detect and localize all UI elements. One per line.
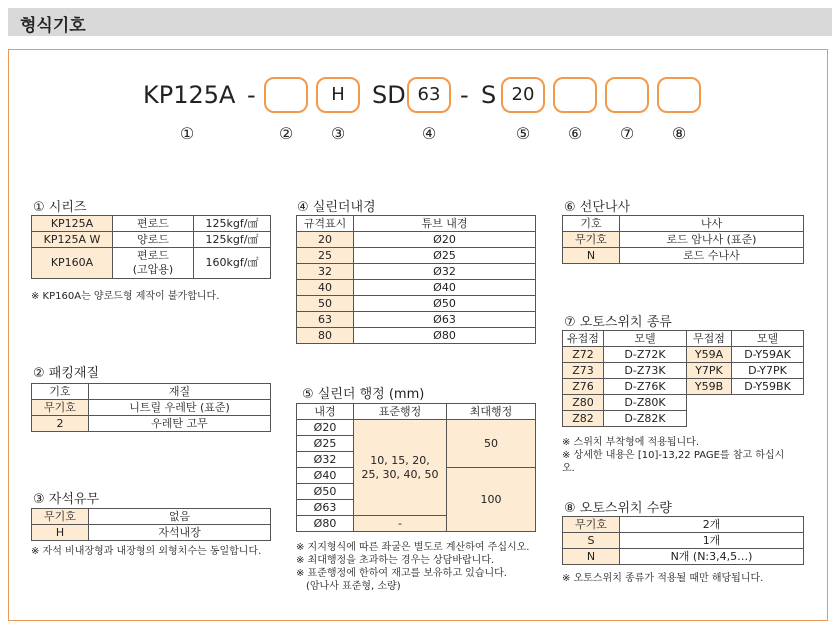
code-box-stroke: 20 — [501, 77, 545, 113]
table-row: 80 Ø80 — [297, 328, 536, 344]
table-row: N N개 (N:3,4,5…) — [563, 549, 804, 565]
table-row: 기호 재질 — [32, 384, 271, 400]
table-row: Ø25 — [297, 436, 536, 452]
packing-title: ② 패킹재질 — [33, 366, 100, 381]
table-row: Ø50 — [297, 484, 536, 500]
header-bar — [8, 8, 832, 36]
series-title: ① 시리즈 — [33, 200, 87, 215]
switch-qty-title: ⑧ 오토스위치 수량 — [564, 501, 672, 516]
switch-qty-note: ※ 오토스위치 종류가 적용될 때만 해당됩니다. — [562, 573, 764, 584]
table-row: N 로드 수나사 — [563, 248, 804, 264]
magnet-title: ③ 자석유무 — [33, 492, 100, 507]
code-number-5: ⑤ — [515, 124, 531, 143]
table-row: 무기호 로드 암나사 (표준) — [563, 232, 804, 248]
table-row: KP125A W 양로드 125kgf/㎠ — [32, 232, 271, 248]
table-row: Z82 D-Z82K — [563, 411, 804, 427]
table-row: Ø20 10, 15, 20, 25, 30, 40, 50 50 — [297, 420, 536, 436]
table-row: S 1개 — [563, 533, 804, 549]
thread-table — [562, 215, 804, 264]
code-dash-2: - — [460, 81, 469, 109]
code-box-thread — [553, 77, 597, 113]
code-box-magnet: H — [316, 77, 360, 113]
table-row: Ø63 — [297, 500, 536, 516]
code-number-6: ⑥ — [567, 124, 583, 143]
code-s: S — [481, 81, 497, 109]
table-row: 규격표시 튜브 내경 — [297, 216, 536, 232]
code-number-2: ② — [278, 124, 294, 143]
series-table — [31, 215, 271, 279]
table-row: Z72 D-Z72K Y59A D-Y59AK — [563, 347, 804, 363]
table-row: Ø80 - — [297, 516, 536, 532]
magnet-note: ※ 자석 비내장형과 내장형의 외형치수는 동일합니다. — [31, 546, 262, 557]
table-row: 유접점 모델 무접점 모델 — [563, 331, 804, 347]
table-row: H 자석내장 — [32, 525, 271, 541]
table-row: 기호 나사 — [563, 216, 804, 232]
switch-type-table — [562, 330, 804, 427]
stroke-notes: ※ 지지형식에 따른 좌굴은 별도로 계산하여 주십시오. ※ 최대행정을 초과하는 경우는 상담바랍니다. ※ 표준행정에 한하여 재고를 보유하고 있습니다. (암나사 표준형, 소량) — [296, 542, 530, 592]
code-number-8: ⑧ — [671, 124, 687, 143]
table-row: 무기호 니트릴 우레탄 (표준) — [32, 400, 271, 416]
series-note: ※ KP160A는 양로드형 제작이 불가합니다. — [31, 291, 220, 302]
code-box-switch-type — [605, 77, 649, 113]
table-row: 32 Ø32 — [297, 264, 536, 280]
table-row: 40 Ø40 — [297, 280, 536, 296]
code-sd: SD — [372, 81, 406, 109]
table-row: 50 Ø50 — [297, 296, 536, 312]
table-row: Z73 D-Z73K Y7PK D-Y7PK — [563, 363, 804, 379]
code-number-3: ③ — [330, 124, 346, 143]
code-number-1: ① — [179, 124, 195, 143]
table-row: 25 Ø25 — [297, 248, 536, 264]
thread-title: ⑥ 선단나사 — [564, 200, 631, 215]
table-row: Z76 D-Z76K Y59B D-Y59BK — [563, 379, 804, 395]
stroke-table — [296, 403, 536, 532]
bore-table — [296, 215, 536, 344]
switch-qty-table — [562, 516, 804, 565]
magnet-table — [31, 508, 271, 541]
table-row: Ø40 100 — [297, 468, 536, 484]
bore-title: ④ 실린더내경 — [297, 200, 376, 215]
table-row: 20 Ø20 — [297, 232, 536, 248]
table-row: Ø32 — [297, 452, 536, 468]
table-row: 내경 표준행정 최대행정 — [297, 404, 536, 420]
code-number-4: ④ — [421, 124, 437, 143]
table-row: Z80 D-Z80K — [563, 395, 804, 411]
table-row: KP160A 편로드 (고압용) 160kgf/㎠ — [32, 248, 271, 279]
table-row: 63 Ø63 — [297, 312, 536, 328]
page-title: 형식기호 — [20, 16, 86, 36]
switch-type-title: ⑦ 오토스위치 종류 — [564, 315, 672, 330]
code-dash-1: - — [247, 81, 256, 109]
code-box-bore: 63 — [407, 77, 451, 113]
code-series: KP125A — [143, 81, 236, 109]
table-row: KP125A 편로드 125kgf/㎠ — [32, 216, 271, 232]
table-row: 2 우레탄 고무 — [32, 416, 271, 432]
code-box-packing — [264, 77, 308, 113]
table-row: 무기호 없음 — [32, 509, 271, 525]
table-row: 무기호 2개 — [563, 517, 804, 533]
stroke-title: ⑤ 실린더 행정 (mm) — [302, 387, 425, 402]
switch-type-notes: ※ 스위치 부착형에 적용됩니다. ※ 상세한 내용은 [10]-13,22 PAGE를 참고 하십시 오. — [562, 437, 785, 474]
packing-table — [31, 383, 271, 432]
code-number-7: ⑦ — [619, 124, 635, 143]
code-box-switch-qty — [657, 77, 701, 113]
